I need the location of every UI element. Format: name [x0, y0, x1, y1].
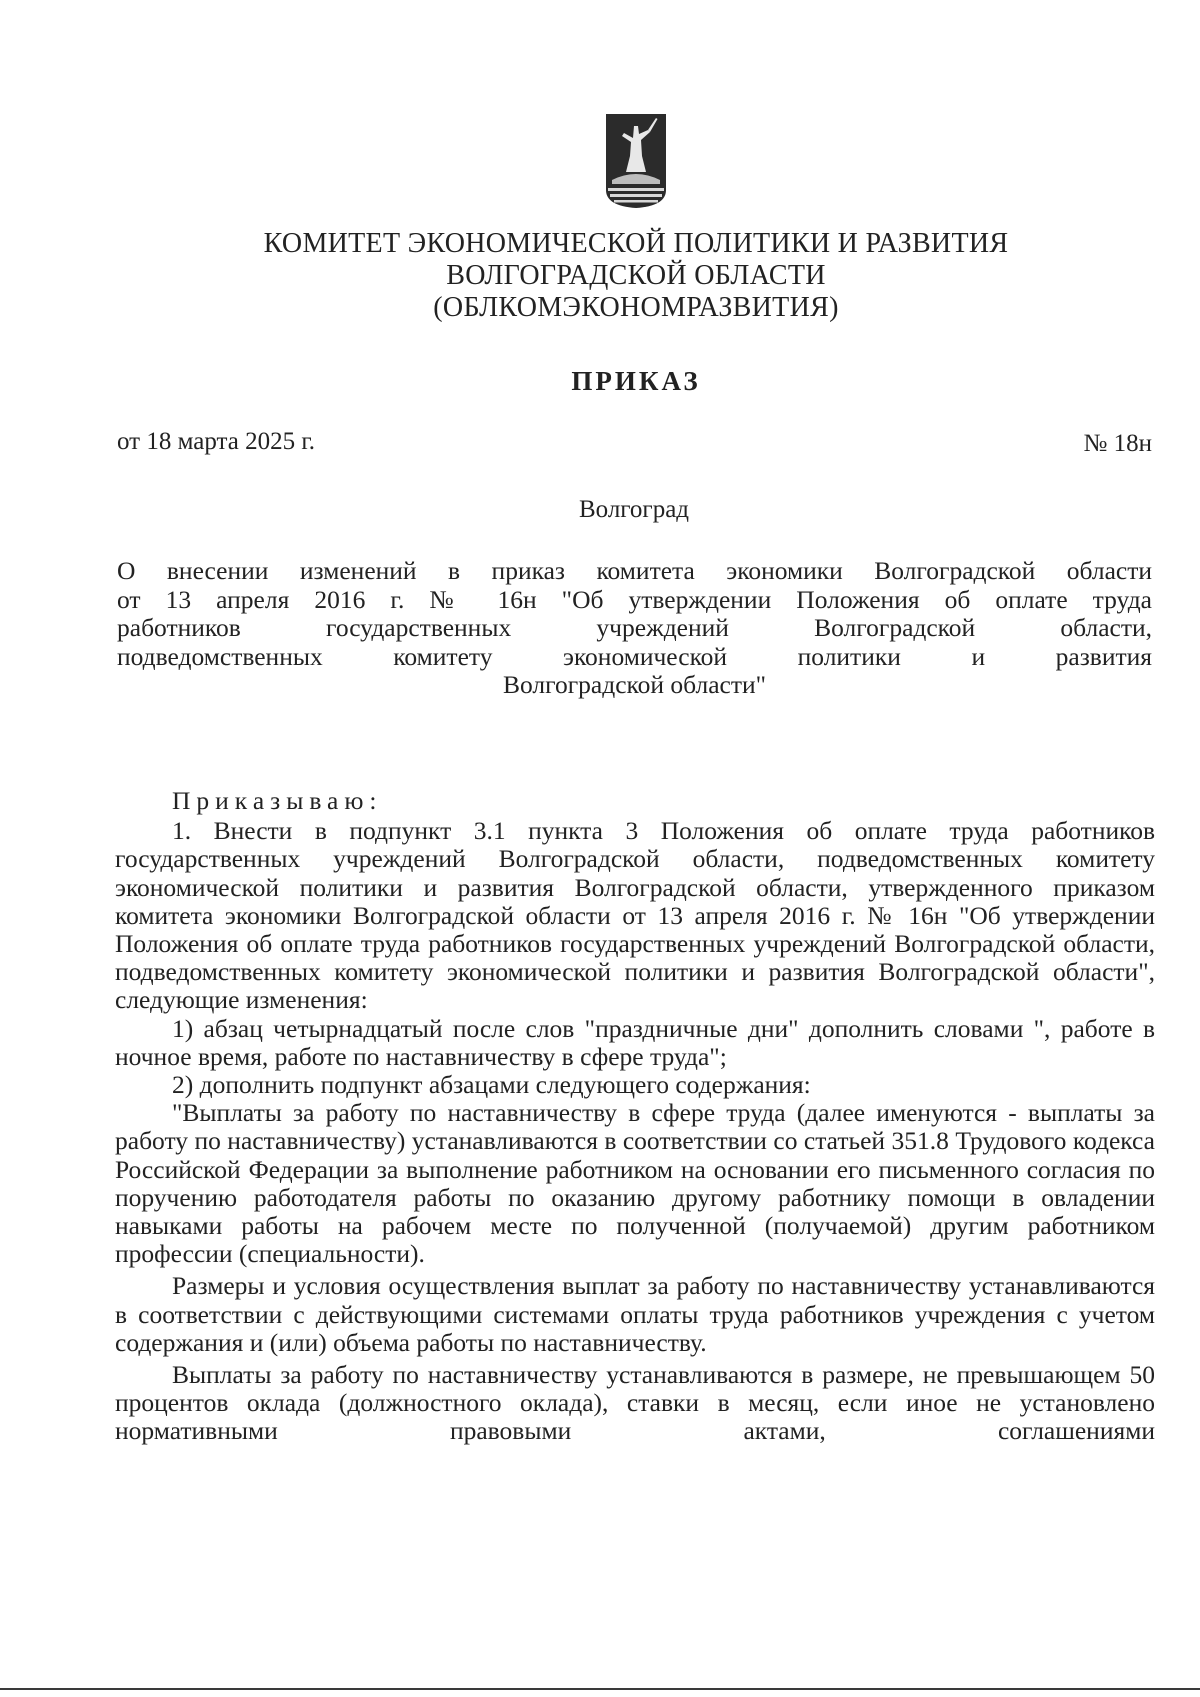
- body-paragraph: 2) дополнить подпункт абзацами следующего содержания:: [172, 1070, 811, 1100]
- document-type: ПРИКАЗ: [571, 366, 701, 396]
- body-paragraph: Размеры и условия осуществления выплат за работу по наставничеству устанавливаются в соответствии с действующими системами оплаты труда работников учреждения с учетом содержания и (или) объема работы по наставничеству.: [115, 1271, 1155, 1357]
- org-line-3: (ОБЛКОМЭКОНОМРАЗВИТИЯ): [433, 292, 839, 323]
- subject-line: подведомственных комитету экономической политики и развития: [117, 641, 1152, 671]
- document-body: [115, 787, 1155, 1446]
- document-city: Волгоград: [578, 496, 690, 523]
- subject-line: Волгоградской области": [502, 670, 767, 699]
- org-line-1: КОМИТЕТ ЭКОНОМИЧЕСКОЙ ПОЛИТИКИ И РАЗВИТИЯ: [263, 228, 1009, 259]
- order-directive: Приказываю:: [172, 786, 383, 815]
- body-paragraph: "Выплаты за работу по наставничеству в сфере труда (далее именуются - выплаты за работу по наставничеству) устанавливаются в соответствии со статьей 351.8 Трудового кодекса Российской Федерации за выполнение работником на основании его письменного согласия по поручению работодателя работы по оказанию другому работнику помощи в овладении навыками работы на рабочем месте по полученной (получаемой) другим работником профессии (специальности).: [115, 1098, 1155, 1269]
- coat-of-arms-icon: [604, 112, 668, 210]
- document-subject: [117, 557, 1152, 700]
- org-line-2: ВОЛГОГРАДСКОЙ ОБЛАСТИ: [446, 260, 826, 291]
- document-date: от 18 марта 2025 г.: [117, 428, 316, 455]
- subject-line: от 13 апреля 2016 г. № 16н "Об утверждении Положения об оплате труда: [117, 584, 1152, 614]
- body-paragraph: Выплаты за работу по наставничеству устанавливаются в размере, не превышающем 50 процентов оклада (должностного оклада), ставки в месяц, если иное не установлено нормативными правовыми актами, соглашениями: [115, 1360, 1155, 1446]
- document-number: № 18н: [1083, 430, 1152, 457]
- body-paragraph: 1. Внести в подпункт 3.1 пункта 3 Положения об оплате труда работников государственных учреждений Волгоградской области, подведомственных комитету экономической политики и развития Волгоградской области, утвержденного приказом комитета экономики Волгоградской области от 13 апреля 2016 г. № 16н "Об утверждении Положения об оплате труда работников государственных учреждений Волгоградской области, подведомственных комитету экономической политики и развития Волгоградской области", следующие изменения:: [115, 816, 1155, 1015]
- body-paragraph: 1) абзац четырнадцатый после слов "праздничные дни" дополнить словами ", работе в ночное время, работе по наставничеству в сфере труда";: [115, 1013, 1155, 1071]
- subject-line: работников государственных учреждений Волгоградской области,: [117, 613, 1152, 642]
- bottom-divider: [0, 1688, 1200, 1690]
- organization-name: [0, 228, 1200, 324]
- subject-line: О внесении изменений в приказ комитета экономики Волгоградской области: [117, 556, 1152, 585]
